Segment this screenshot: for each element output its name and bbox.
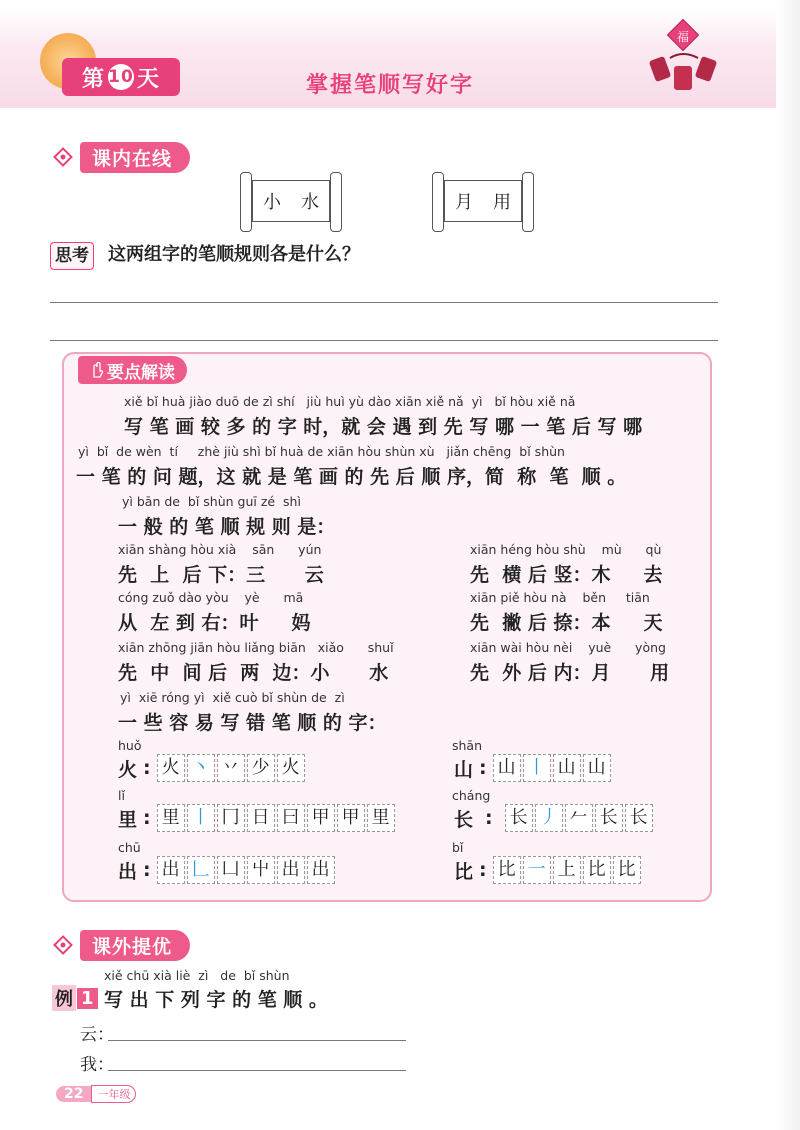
example-li-pinyin: lǐ (118, 788, 125, 803)
example-chu-char: 出 (118, 860, 138, 883)
example-huo-pinyin: huǒ (118, 738, 142, 753)
page-number: 22 (56, 1086, 91, 1102)
stroke-cell: 比 (613, 856, 641, 884)
stroke-cell: 少 (247, 754, 275, 782)
stroke-cell: 山 (553, 754, 581, 782)
stroke-cell: 山 (493, 754, 521, 782)
scroll2-char-1: 月 (455, 192, 473, 213)
stroke-cell: 屮 (247, 856, 275, 884)
section-inclass (52, 142, 190, 172)
rule-2-pinyin: xiān héng hòu shù mù qù (470, 542, 662, 557)
answer-line-1[interactable] (50, 302, 718, 303)
stroke-cell: 一 (523, 856, 551, 884)
p4-text: 一 些 容 易 写 错 笔 顺 的 字： (118, 712, 387, 734)
example-chang-pinyin: cháng (452, 788, 491, 803)
answer-line-2[interactable] (50, 340, 718, 341)
stroke-cell: 长 (505, 804, 533, 832)
scroll2-char-2: 用 (493, 192, 511, 213)
example-li: 里 : 里 丨 冂 日 曰 甲 甲 里 (118, 804, 397, 832)
stroke-cell: 冂 (217, 804, 245, 832)
exercise-tag-b: 1 (77, 988, 98, 1009)
p2-text: 一 笔 的 问 题，这 就 是 笔 画 的 先 后 顺 序，简 称 笔 顺 。 (76, 466, 627, 488)
example-shan-pinyin: shān (452, 738, 483, 753)
scroll1-char-2: 水 (301, 192, 319, 213)
day-number: 10 (108, 64, 134, 90)
example-bi-char: 比 (454, 860, 474, 883)
exercise-item-1-label: 云： (80, 1025, 114, 1045)
scroll-card-2 (432, 172, 532, 232)
keypoints-tag (78, 356, 187, 384)
exercise-text: 写 出 下 列 字 的 笔 顺 。 (104, 989, 328, 1011)
p1-text: 写 笔 画 较 多 的 字 时，就 会 遇 到 先 写 哪 一 笔 后 写 哪 (124, 416, 643, 438)
example-shan: 山 : 山 丨 山 山 (454, 754, 613, 782)
rule-4-text: 先 撇 后 捺：本 天 (470, 612, 663, 634)
example-li-char: 里 (118, 808, 138, 831)
stroke-cell: 甲 (337, 804, 365, 832)
think-tag: 思考 (50, 242, 94, 270)
stroke-cell: 𠃊 (187, 856, 215, 884)
section-extra-label: 课外提优 (80, 930, 190, 961)
section-extra (52, 930, 190, 960)
rule-1-text: 先 上 后 下：三 云 (118, 564, 324, 586)
fu-character: 福 (676, 30, 690, 44)
exercise-item-1-line[interactable] (108, 1040, 406, 1041)
rule-5-pinyin: xiān zhōng jiān hòu liǎng biān xiǎo shuǐ (118, 640, 394, 655)
p2-pinyin: yì bǐ de wèn tí zhè jiù shì bǐ huà de xiān hòu shùn xù jiǎn chēng bǐ shùn (78, 444, 565, 459)
stroke-cell: 日 (247, 804, 275, 832)
keypoints-label: 要点解读 (107, 362, 175, 383)
grade-label: 一年级 (91, 1085, 136, 1103)
p4-pinyin: yì xiē róng yì xiě cuò bǐ shùn de zì (120, 690, 345, 705)
stroke-cell: 里 (367, 804, 395, 832)
example-bi-pinyin: bǐ (452, 840, 464, 855)
stroke-cell: 凵 (217, 856, 245, 884)
stroke-cell: 比 (493, 856, 521, 884)
stroke-cell: 丶 (187, 754, 215, 782)
example-chu-pinyin: chū (118, 840, 141, 855)
stroke-cell: 出 (307, 856, 335, 884)
example-huo-char: 火 (118, 758, 138, 781)
exercise-pinyin: xiě chū xià liè zì de bǐ shùn (104, 968, 290, 983)
chinese-knot-icon (52, 934, 74, 956)
rule-3-pinyin: cóng zuǒ dào yòu yè mā (118, 590, 304, 605)
stroke-cell: 丨 (523, 754, 551, 782)
rule-6-text: 先 外 后 内：月 用 (470, 662, 670, 684)
day-suffix: 天 (137, 66, 161, 92)
exercise-item-2-label: 我： (80, 1055, 114, 1075)
stroke-cell: 比 (583, 856, 611, 884)
page-title: 掌握笔顺写好字 (305, 73, 474, 98)
stroke-cell: 火 (157, 754, 185, 782)
stroke-cell: 丷 (217, 754, 245, 782)
p3-text: 一 般 的 笔 顺 规 则 是： (118, 516, 336, 538)
example-shan-char: 山 (454, 758, 474, 781)
section-inclass-label: 课内在线 (80, 142, 190, 173)
stroke-cell: 丨 (187, 804, 215, 832)
example-chang-char: 长 (454, 808, 474, 831)
stroke-cell: 山 (583, 754, 611, 782)
example-bi: 比 : 比 一 上 比 比 (454, 856, 643, 884)
page-number-badge (56, 1084, 136, 1104)
hand-icon (90, 362, 104, 378)
rule-3-text: 从 左 到 右：叶 妈 (118, 612, 311, 634)
chinese-knot-icon (52, 146, 74, 168)
stroke-cell: 丿 (535, 804, 563, 832)
day-badge (62, 58, 180, 96)
scroll1-char-1: 小 (263, 192, 281, 213)
rule-4-pinyin: xiān piě hòu nà běn tiān (470, 590, 650, 605)
scroll-card-1 (240, 172, 340, 232)
p3-pinyin: yì bān de bǐ shùn guī zé shì (122, 494, 301, 509)
stroke-cell: 甲 (307, 804, 335, 832)
stroke-cell: 里 (157, 804, 185, 832)
rule-1-pinyin: xiān shàng hòu xià sān yún (118, 542, 322, 557)
stroke-cell: 火 (277, 754, 305, 782)
think-question: 这两组字的笔顺规则各是什么？ (108, 244, 360, 265)
rule-6-pinyin: xiān wài hòu nèi yuè yòng (470, 640, 666, 655)
day-prefix: 第 (81, 66, 105, 92)
exercise-tag (52, 986, 98, 1010)
stroke-cell: 长 (625, 804, 653, 832)
rule-5-text: 先 中 间 后 两 边：小 水 (118, 662, 389, 684)
stroke-cell: 出 (157, 856, 185, 884)
rule-2-text: 先 横 后 竖：木 去 (470, 564, 663, 586)
example-huo: 火 : 火 丶 丷 少 火 (118, 754, 307, 782)
stroke-cell: 𠂉 (565, 804, 593, 832)
exercise-item-2-line[interactable] (108, 1070, 406, 1071)
example-chu: 出 : 出 𠃊 凵 屮 出 出 (118, 856, 337, 884)
firecracker-icon (640, 18, 730, 108)
page-edge (776, 0, 800, 1130)
stroke-cell: 出 (277, 856, 305, 884)
exercise-tag-a: 例 (52, 985, 76, 1011)
p1-pinyin: xiě bǐ huà jiào duō de zì shí jiù huì yù dào xiān xiě nǎ yì bǐ hòu xiě nǎ (124, 394, 576, 409)
stroke-cell: 长 (595, 804, 623, 832)
example-chang: 长 : 长 丿 𠂉 长 长 (454, 804, 655, 832)
stroke-cell: 上 (553, 856, 581, 884)
stroke-cell: 曰 (277, 804, 305, 832)
